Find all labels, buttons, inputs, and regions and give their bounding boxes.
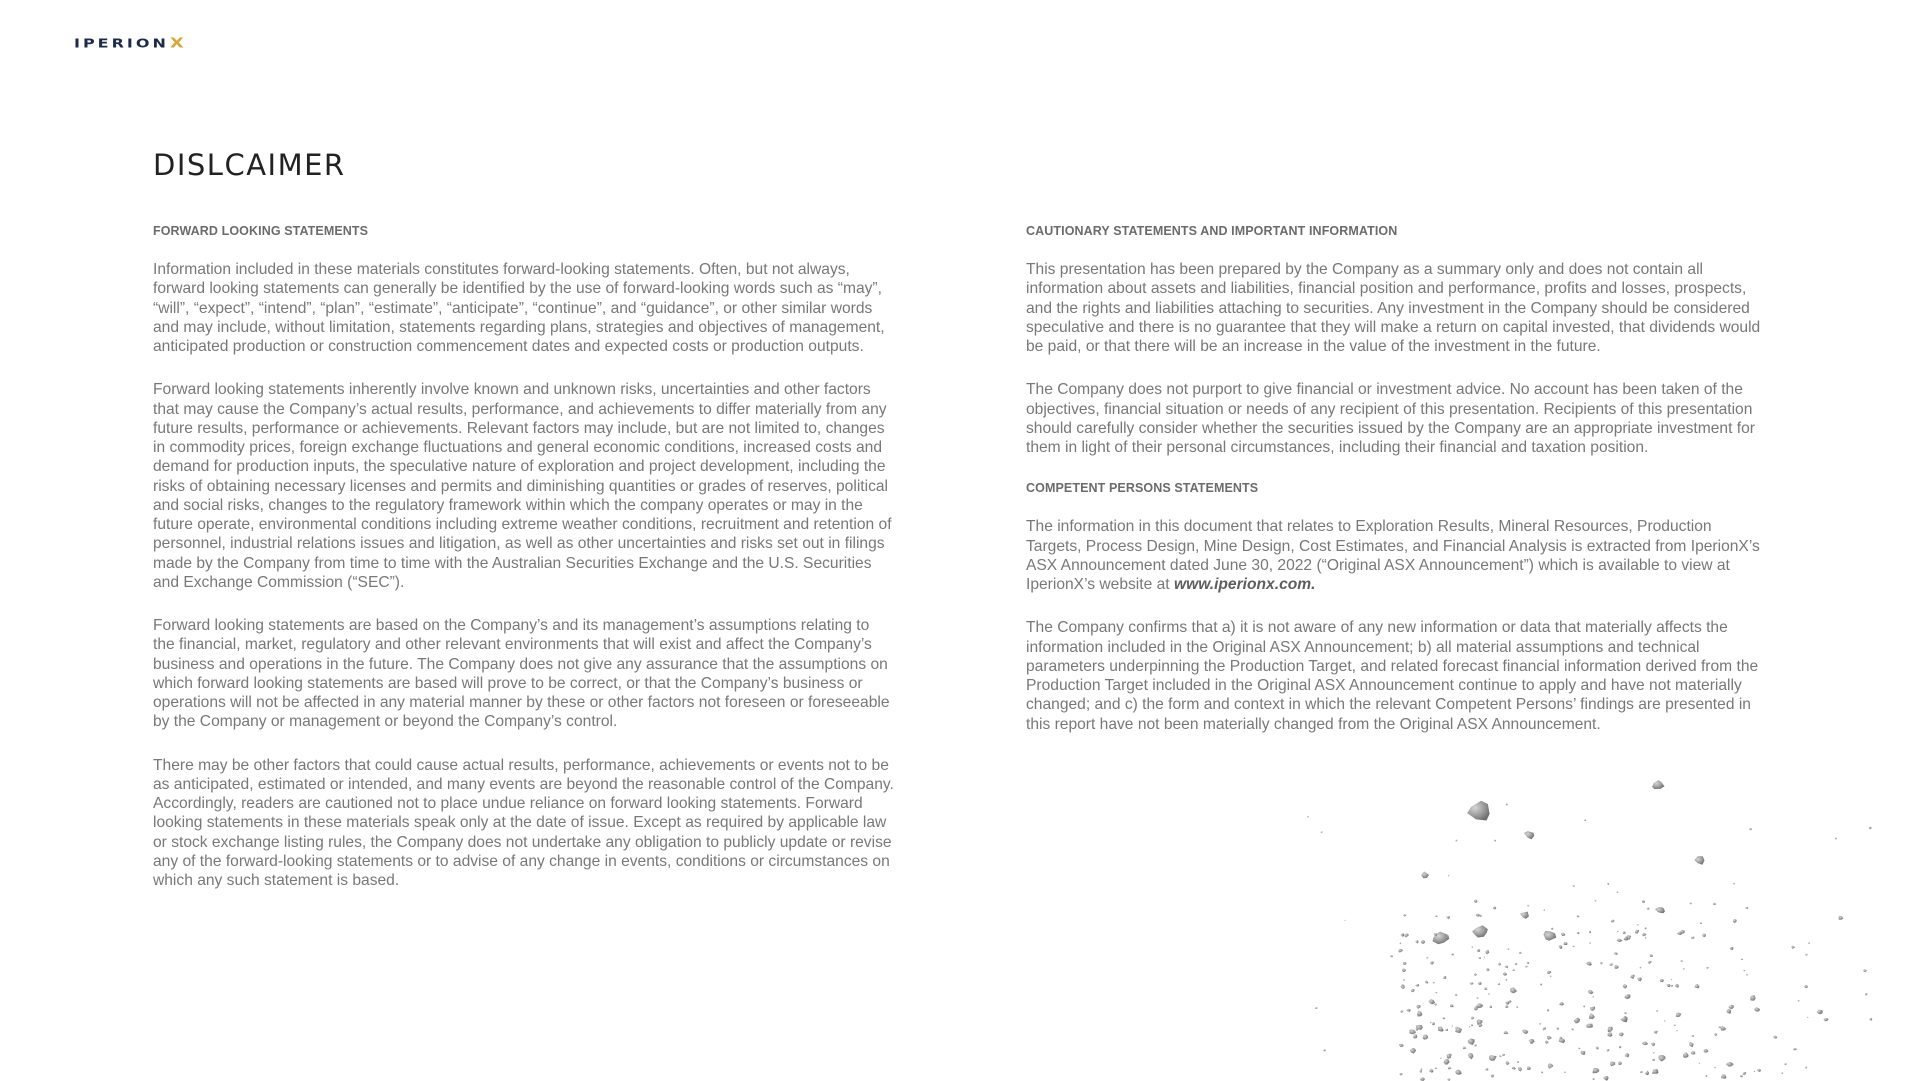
forward-looking-paragraph-4: There may be other factors that could cause actual results, performance, achievements or events not to be as anticipated, estimated or intended, and many events are beyond the reasonable control of the Company. Accordingly, readers are cautioned not to place undue reliance on forward looking statements. Forward looking statements in these materials speak only at the date of issue. Except as required by applicable law or stock exchange listing rules, the Company does not undertake any obligation to publicly update or revise any of the forward-looking statements or to advise of any change in events, conditions or circumstances on which any such statement is based.: [153, 756, 894, 889]
website-link[interactable]: www.iperionx.com.: [1173, 576, 1316, 593]
forward-looking-column: [153, 224, 895, 914]
competent-persons-heading: COMPETENT PERSONS STATEMENTS: [1026, 481, 1259, 496]
logo-x-icon: X: [169, 35, 184, 51]
forward-looking-paragraph-3: Forward looking statements are based on the Company’s and its management’s assumptions relating to the financial, market, regulatory and other relevant environments that will exist and affect the Company’s business and operations in the future. The Company does not give any assurance that the assumptions on which forward looking statements are based will prove to be correct, or that the Company’s business or operations will not be affected in any material manner by these or other factors not foreseen or foreseeable by the Company or management or beyond the Company’s control.: [153, 617, 890, 731]
forward-looking-paragraph-1: Information included in these materials constitutes forward-looking statements. Often, but not always, forward looking statements can generally be identified by the use of forward-looking words such as “may”, “will”, “expect”, “intend”, “plan”, “estimate”, “anticipate”, “continue”, and “guidance”, or other similar words and may include, without limitation, statements regarding plans, strategies and objectives of management, anticipated production or construction commencement dates and expected costs or production outputs.: [153, 261, 885, 355]
logo-wordmark: IPERION: [74, 35, 169, 51]
competent-persons-paragraph-1-text: The information in this document that relates to Exploration Results, Mineral Resources, Production Targets, Process Design, Mine Design, Cost Estimates, and Financial Analysis is extracted from IperionX’s ASX Announcement dated June 30, 2022 (“Original ASX Announcement”) which is available to view at IperionX’s website at: [1026, 518, 1760, 593]
cautionary-heading: CAUTIONARY STATEMENTS AND IMPORTANT INFORMATION: [1026, 224, 1398, 238]
page-title: DISLCAIMER: [153, 148, 346, 182]
forward-looking-heading: FORWARD LOOKING STATEMENTS: [153, 224, 369, 238]
rock-fragments-graphic: [1230, 760, 1920, 1081]
competent-persons-paragraph-1: [1026, 517, 1768, 594]
cautionary-column: [1026, 224, 1768, 758]
forward-looking-paragraph-2: Forward looking statements inherently involve known and unknown risks, uncertainties and other factors that may cause the Company’s actual results, performance, and achievements to differ materially from any future results, performance or achievements. Relevant factors may include, but are not limited to, changes in commodity prices, foreign exchange fluctuations and general economic conditions, increased costs and demand for production inputs, the speculative nature of exploration and project development, including the risks of obtaining necessary licenses and permits and diminishing quantities or grades of reserves, political and social risks, changes to the regulatory framework within which the company operates or may in the future operate, environmental conditions including extreme weather conditions, recruitment and retention of personnel, industrial relations issues and litigation, as well as other uncertainties and risks set out in filings made by the Company from time to time with the Australian Securities Exchange and the U.S. Securities and Exchange Commission (“SEC”).: [153, 381, 892, 591]
cautionary-paragraph-2: The Company does not purport to give financial or investment advice. No account has been taken of the objectives, financial situation or needs of any recipient of this presentation. Recipients of this presentation should carefully consider whether the securities issued by the Company are an appropriate investment for them in light of their personal circumstances, including their financial and taxation position.: [1026, 381, 1755, 456]
competent-persons-paragraph-2: The Company confirms that a) it is not aware of any new information or data that materially affects the information included in the Original ASX Announcement; b) all material assumptions and technical parameters underpinning the Production Target, and related forecast financial information derived from the Production Target included in the Original ASX Announcement continue to apply and have not materially changed; and c) the form and context in which the relevant Competent Persons’ findings are presented in this report have not been materially changed from the Original ASX Announcement.: [1026, 619, 1759, 733]
company-logo: [74, 34, 184, 52]
cautionary-paragraph-1: This presentation has been prepared by the Company as a summary only and does not contain all information about assets and liabilities, financial position and performance, profits and losses, prospects, and the rights and liabilities attaching to securities. Any investment in the Company should be considered speculative and there is no guarantee that they will make a return on capital invested, that dividends would be paid, or that there will be an increase in the value of the investment in the future.: [1026, 261, 1761, 355]
